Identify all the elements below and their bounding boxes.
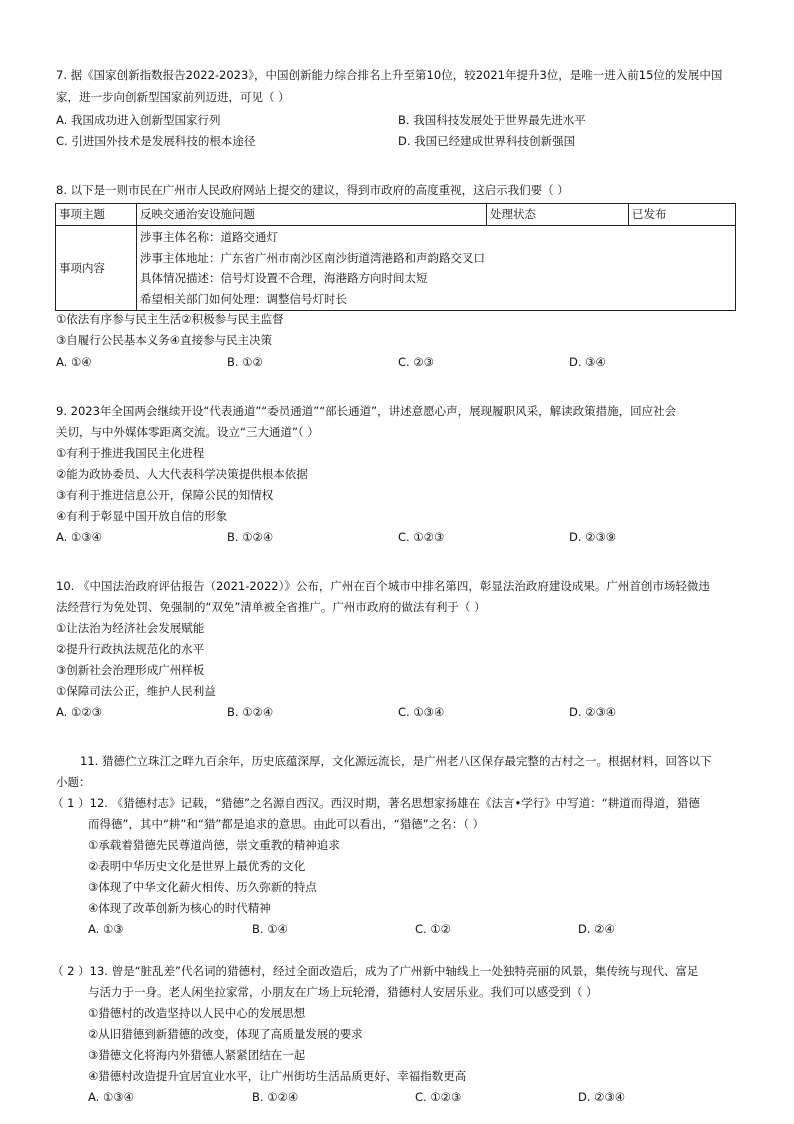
q8-option-a[interactable]: A. ①④ xyxy=(56,355,92,369)
q9-option-c[interactable]: C. ①②③ xyxy=(398,530,445,544)
q13-item-2: ②从旧猎德到新猎德的改变，体现了高质量发展的要求 xyxy=(88,1027,363,1041)
q10-stem-line1: 10. 《中国法治政府评估报告（2021-2022）》公布，广州在百个城市中排名第四，彰显法治政府建设成果。广州首创市场轻微违 xyxy=(56,579,710,593)
q7-option-d[interactable]: D. 我国已经建成世界科技创新强国 xyxy=(398,134,576,148)
q8-item-line2: ③自履行公民基本义务④直接参与民主决策 xyxy=(56,333,273,347)
q9-option-b[interactable]: B. ①②④ xyxy=(227,530,274,544)
q8-option-b[interactable]: B. ①② xyxy=(227,355,263,369)
q7-option-b[interactable]: B. 我国科技发展处于世界最先进水平 xyxy=(398,113,586,127)
q10-option-c[interactable]: C. ①③④ xyxy=(398,705,445,719)
q13-option-c[interactable]: C. ①②③ xyxy=(415,1090,462,1104)
q10-item-4: ①保障司法公正，维护人民利益 xyxy=(56,684,216,698)
content-line: 希望相关部门如何处理：调整信号灯时长 xyxy=(140,291,347,306)
q10-option-b[interactable]: B. ①②④ xyxy=(227,705,274,719)
q13-stem-line2: 与活力于一身。老人闲坐拉家常，小朋友在广场上玩轮滑，猎德村人安居乐业。我们可以感受到（ ） xyxy=(88,985,598,999)
q13-item-4: ④猎德村改造提升宜居宜业水平，让广州街坊生活品质更好、幸福指数更高 xyxy=(88,1069,467,1083)
q12-item-2: ②表明中华历史文化是世界上最优秀的文化 xyxy=(88,859,306,873)
q13-stem-line1: （ 2 ）13. 曾是“脏乱差”代名词的猎德村，经过全面改造后，成为了广州新中轴线上一处独特亮丽的风景，集传统与现代、富足 xyxy=(52,964,699,978)
q8-item-line1: ①依法有序参与民主生活②积极参与民主监督 xyxy=(56,312,284,326)
q9-item-4: ④有利于彰显中国开放自信的形象 xyxy=(56,509,228,523)
q10-item-1: ①让法治为经济社会发展赋能 xyxy=(56,621,205,635)
q7-stem-line1: 7. 据《国家创新指数报告2022-2023》，中国创新能力综合排名上升至第10位，较2021年提升3位，是唯一进入前15位的发展中国 xyxy=(56,68,723,82)
q10-option-d[interactable]: D. ②③④ xyxy=(569,705,617,719)
q13-item-1: ①猎德村的改造坚持以人民中心的发展思想 xyxy=(88,1006,306,1020)
table-row xyxy=(56,226,736,311)
q12-item-1: ①承载着猎德先民尊道尚德，崇文重教的精神追求 xyxy=(88,838,340,852)
q10-option-a[interactable]: A. ①②③ xyxy=(56,705,102,719)
q10-item-2: ②提升行政执法规范化的水平 xyxy=(56,642,205,656)
content-line: 涉事主体名称：道路交通灯 xyxy=(140,230,278,244)
content-line: 具体情况描述：信号灯设置不合理，海港路方向时间太短 xyxy=(140,271,428,285)
q12-stem-line1: （ 1 ）12. 《猎德村志》记载，“猎德”之名源自西汉。西汉时期，著名思想家扬雄在《法言•学行》中写道：“耕道而得道，猎德 xyxy=(52,796,700,810)
q9-item-2: ②能为政协委员、人大代表科学决策提供根本依据 xyxy=(56,467,308,481)
table-row xyxy=(56,204,736,226)
q13-option-a[interactable]: A. ①③④ xyxy=(88,1090,134,1104)
q9-item-1: ①有利于推进我国民主化进程 xyxy=(56,446,205,460)
q12-option-c[interactable]: C. ①② xyxy=(415,922,451,936)
q7-stem-line2: 家，进一步向创新型国家前列迈进，可见（ ） xyxy=(56,90,290,104)
q12-stem-line2: 而得德”，其中“耕”和“猎”都是追求的意思。由此可以看出，“猎德”之名：（ ） xyxy=(88,817,485,831)
table-cell-content xyxy=(137,226,736,311)
q9-option-d[interactable]: D. ②③⑨ xyxy=(569,530,617,544)
q10-item-3: ③创新社会治理形成广州样板 xyxy=(56,663,205,677)
q12-item-3: ③体现了中华文化薪火相传、历久弥新的特点 xyxy=(88,880,317,894)
q8-table xyxy=(55,203,736,311)
q10-stem-line2: 法经营行为免处罚、免强制的“双免”清单被全省推广。广州市政府的做法有利于（ ） xyxy=(56,600,486,614)
q7-option-a[interactable]: A. 我国成功进入创新型国家行列 xyxy=(56,113,221,127)
q12-option-d[interactable]: D. ②④ xyxy=(578,922,615,936)
q9-item-3: ③有利于推进信息公开，保障公民的知情权 xyxy=(56,488,274,502)
table-cell: 处理状态 xyxy=(487,204,629,226)
q12-option-a[interactable]: A. ①③ xyxy=(88,922,124,936)
q8-option-c[interactable]: C. ②③ xyxy=(398,355,434,369)
table-cell: 事项内容 xyxy=(56,226,137,311)
q13-option-b[interactable]: B. ①②④ xyxy=(252,1090,299,1104)
q12-option-b[interactable]: B. ①④ xyxy=(252,922,288,936)
q13-item-3: ③猎德文化将海内外猎德人紧紧团结在一起 xyxy=(88,1048,306,1062)
q13-option-d[interactable]: D. ②③④ xyxy=(578,1090,626,1104)
q11-stem-line2: 小题： xyxy=(56,775,91,789)
q9-stem-line2: 关切，与中外媒体零距离交流。设立“三大通道”（ ） xyxy=(56,425,319,439)
table-cell: 事项主题 xyxy=(56,204,137,226)
q8-option-d[interactable]: D. ③④ xyxy=(569,355,606,369)
q8-stem: 8. 以下是一则市民在广州市人民政府网站上提交的建议，得到市政府的高度重视，这启示我们要（ ） xyxy=(56,183,569,197)
content-line: 涉事主体地址：广东省广州市南沙区南沙街道湾港路和声韵路交叉口 xyxy=(140,250,485,265)
table-cell: 反映交通治安设施问题 xyxy=(137,204,487,226)
q9-stem-line1: 9. 2023年全国两会继续开设“代表通道”“委员通道”“部长通道”，讲述意愿心声，展现履职风采，解读政策措施，回应社会 xyxy=(56,404,677,418)
table-cell: 已发布 xyxy=(629,204,736,226)
q7-option-c[interactable]: C. 引进国外技术是发展科技的根本途径 xyxy=(56,134,256,148)
q12-item-4: ④体现了改革创新为核心的时代精神 xyxy=(88,901,271,915)
q11-stem-line1: 11. 猎德伫立珠江之畔九百余年，历史底蕴深厚，文化源远流长，是广州老八区保存最完整的古村之一。根据材料，回答以下 xyxy=(80,754,712,768)
q9-option-a[interactable]: A. ①③④ xyxy=(56,530,102,544)
